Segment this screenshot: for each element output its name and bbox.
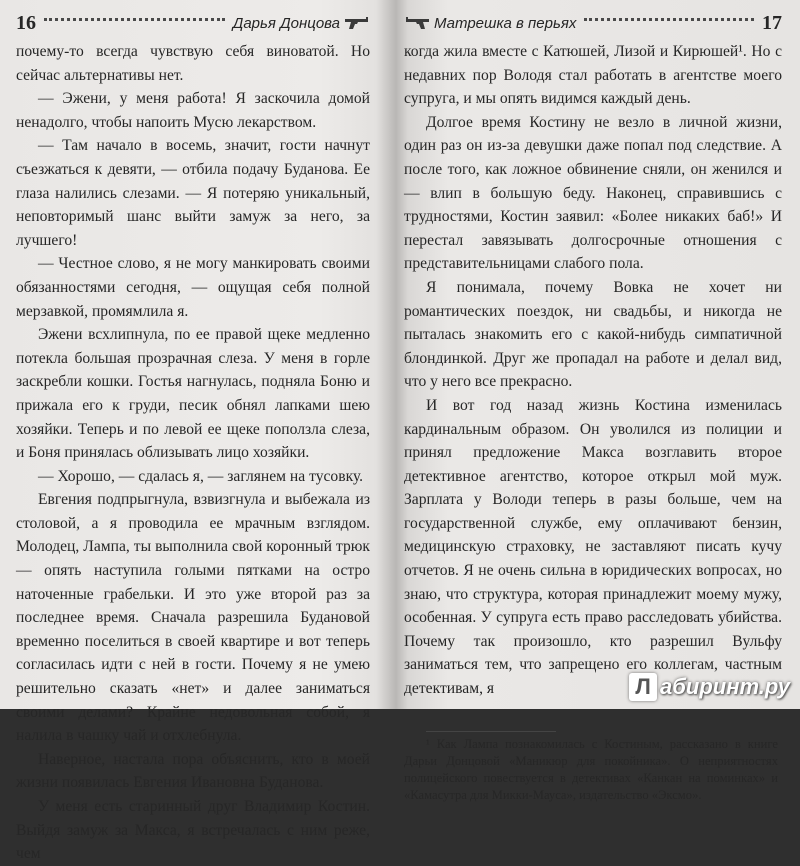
watermark-text: абиринт.ру	[660, 674, 790, 699]
right-running-head	[404, 6, 782, 40]
paragraph: когда жила вместе с Катюшей, Лизой и Кирюшей¹. Но с недавних пор Володя стал работать в агентстве моего супруга, и мы опять видимся каждый день.	[404, 43, 782, 108]
left-body-text	[16, 40, 370, 866]
paragraph: почему-то всегда чувствую себя виноватой. Но сейчас альтернативы нет.	[16, 43, 370, 84]
right-running-head-title: Матрешка в перьях	[434, 14, 577, 32]
labirint-logo-icon: Л	[629, 673, 657, 701]
footnote-rule	[426, 731, 556, 732]
paragraph: У меня есть старинный друг Владимир Костин. Выйдя замуж за Макса, я встречалась с ним реже, чем	[16, 798, 370, 863]
paragraph: — Честное слово, я не могу манкировать своими обязанностями сегодня, — ощущая себя полной мерзавкой, промямлила я.	[16, 255, 370, 320]
paragraph: Наверное, настала пора объяснить, кто в моей жизни появилась Евгения Ивановна Буданова.	[16, 750, 370, 792]
paragraph: И вот год назад жизнь Костина изменилась кардинальным образом. Он уволился из полиции и принял предложение Макса возглавить второе детективное агентство, которое открыл мой муж. Зарплата у Володи теперь в разы больше, чем на государственной службе, ему оплачивают бензин, медицинскую страховку, не заставляют писать кучу отчетов. Я не очень сильна в юридических вопросах, но знаю, что структура, которая принадлежит моему мужу, особенная. У супруга есть право расследовать убийства. Почему так произошло, кто разрешил Вульфу заниматься тем, что запрещено его коллегам, частным детективам, я	[404, 396, 782, 698]
labirint-watermark	[629, 673, 790, 701]
paragraph: Эжени всхлипнула, по ее правой щеке медленно потекла большая прозрачная слеза. У меня в горле заскребли кошки. Гостья нагнулась, подняла Боню и прижала его к груди, песик обнял лапками шею хозяйки. Теперь и по левой ее щеке поползла слеза, и Боня принялась облизывать лицо хозяйки.	[16, 326, 370, 462]
right-page-number: 17	[762, 11, 782, 34]
paragraph: — Там начало в восемь, значит, гости начнут съезжаться к девяти, — отбила подачу Буданова. Ее глаза налились слезами. — Я потеряю уникальный, неповторимый шанс выйти замуж за него, за лучшего!	[16, 137, 370, 249]
left-running-head	[16, 6, 370, 40]
left-running-head-title: Дарья Донцова	[232, 14, 340, 32]
left-page-number: 16	[16, 11, 36, 34]
pistol-icon	[404, 16, 430, 30]
footnote: ¹ Как Лампа познакомилась с Костиным, рассказано в книге Дарьи Донцовой «Маникюр для покойника». О неприятностях полицейского повествуется в детективах «Канкан на поминках» и «Камасутра для Микки-Мауса», издательство «Эксмо».	[404, 736, 778, 802]
left-dotted-rule	[44, 18, 225, 21]
right-body-text	[404, 40, 782, 701]
left-page	[0, 0, 392, 863]
right-dotted-rule	[584, 18, 754, 21]
paragraph: — Эжени, у меня работа! Я заскочила домой ненадолго, чтобы напоить Мусю лекарством.	[16, 90, 370, 131]
paragraph: Долгое время Костину не везло в личной жизни, один раз он из-за девушки даже попал под следствие. А после того, как ложное обвинение сняли, он женился и — влип в большую беду. Наконец, справившись с трудностями, Костин заявил: «Более никаких баб!» И перестал завязывать долгосрочные отношения с представительницами слабого пола.	[404, 113, 782, 273]
pistol-icon	[344, 16, 370, 30]
right-page	[384, 0, 800, 802]
paragraph: Я понимала, почему Вовка не хочет ни романтических поездок, ни свадьбы, и никогда не пыталась знакомить его с какой-нибудь симпатичной блондинкой. Друг же пропадал на работе и делал вид, что у него все прекрасно.	[404, 278, 782, 391]
paragraph: — Хорошо, — сдалась я, — заглянем на тусовку.	[38, 467, 364, 485]
paragraph: Евгения подпрыгнула, взвизгнула и выбежала из столовой, а я проводила ее мрачным взглядом. Молодец, Лампа, ты выполнила свой коронный трюк — опять наступила голыми пятками на остро наточенные грабельки. И это уже второй раз за последнее время. Сначала разрешила Будановой временно поселиться в своей квартире и вот теперь согласилась идти с ней в гости. Почему я не умею решительно сказать «нет» и далее заниматься своими делами? Крайне недовольная собой, я налила в чашку чай и отхлебнула.	[16, 491, 370, 745]
